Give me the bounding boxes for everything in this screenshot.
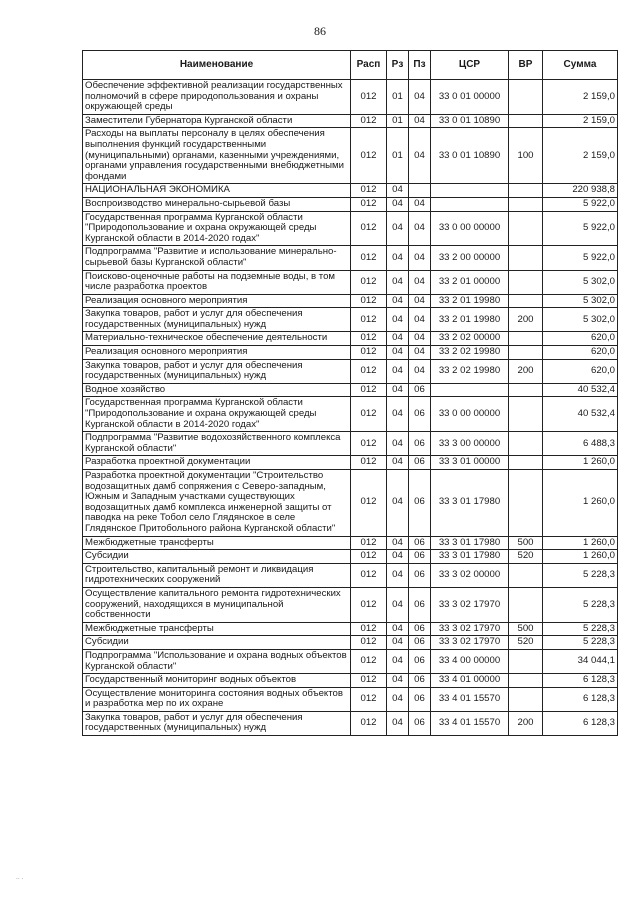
cell-sum: 5 228,3 [543, 636, 618, 650]
cell-pz: 04 [409, 294, 431, 308]
cell-vr [509, 246, 543, 270]
cell-pz: 06 [409, 397, 431, 432]
cell-name: Подпрограмма "Использование и охрана водных объектов Курганской области" [83, 649, 351, 673]
cell-pz: 04 [409, 197, 431, 211]
cell-rz: 04 [387, 308, 409, 332]
table-row [83, 346, 618, 360]
cell-rz: 04 [387, 470, 409, 537]
cell-csr: 33 3 00 00000 [431, 432, 509, 456]
cell-rasp: 012 [351, 197, 387, 211]
cell-rasp: 012 [351, 536, 387, 550]
cell-name: Государственный мониторинг водных объектов [83, 674, 351, 688]
cell-csr [431, 197, 509, 211]
cell-rz: 04 [387, 432, 409, 456]
cell-pz: 06 [409, 711, 431, 735]
cell-pz: 04 [409, 246, 431, 270]
cell-pz: 04 [409, 332, 431, 346]
cell-vr [509, 294, 543, 308]
cell-name: Закупка товаров, работ и услуг для обеспечения государственных (муниципальных) нужд [83, 308, 351, 332]
cell-csr: 33 3 01 17980 [431, 470, 509, 537]
cell-rasp: 012 [351, 308, 387, 332]
cell-rz: 04 [387, 359, 409, 383]
header-rz: Рз [387, 51, 409, 80]
cell-name: Разработка проектной документации [83, 456, 351, 470]
cell-name: Межбюджетные трансферты [83, 536, 351, 550]
cell-pz: 06 [409, 587, 431, 622]
table-row [83, 432, 618, 456]
cell-csr: 33 3 01 17980 [431, 536, 509, 550]
cell-sum: 620,0 [543, 332, 618, 346]
table-row [83, 246, 618, 270]
cell-vr: 200 [509, 359, 543, 383]
cell-csr: 33 2 02 19980 [431, 359, 509, 383]
cell-vr [509, 687, 543, 711]
cell-sum: 6 488,3 [543, 432, 618, 456]
cell-name: Реализация основного мероприятия [83, 294, 351, 308]
cell-pz: 04 [409, 359, 431, 383]
cell-csr: 33 2 02 00000 [431, 332, 509, 346]
cell-csr: 33 2 01 19980 [431, 308, 509, 332]
cell-rz: 04 [387, 184, 409, 198]
cell-name: Обеспечение эффективной реализации государственных полномочий в сфере природопользования и охраны окружающей среды [83, 80, 351, 115]
cell-pz: 06 [409, 383, 431, 397]
cell-sum: 1 260,0 [543, 550, 618, 564]
cell-sum: 2 159,0 [543, 114, 618, 128]
cell-rz: 04 [387, 636, 409, 650]
cell-csr: 33 4 01 15570 [431, 711, 509, 735]
cell-csr: 33 3 02 17970 [431, 622, 509, 636]
cell-sum: 5 228,3 [543, 587, 618, 622]
cell-vr: 100 [509, 128, 543, 184]
cell-pz: 06 [409, 432, 431, 456]
cell-rasp: 012 [351, 359, 387, 383]
cell-vr [509, 674, 543, 688]
cell-csr: 33 3 01 00000 [431, 456, 509, 470]
cell-rasp: 012 [351, 114, 387, 128]
cell-pz: 04 [409, 270, 431, 294]
cell-rasp: 012 [351, 622, 387, 636]
cell-csr: 33 0 00 00000 [431, 211, 509, 246]
cell-name: Воспроизводство минерально-сырьевой базы [83, 197, 351, 211]
cell-csr [431, 383, 509, 397]
cell-csr: 33 2 01 19980 [431, 294, 509, 308]
header-pz: Пз [409, 51, 431, 80]
cell-vr [509, 563, 543, 587]
cell-sum: 1 260,0 [543, 470, 618, 537]
table-row [83, 128, 618, 184]
cell-rz: 04 [387, 687, 409, 711]
cell-rasp: 012 [351, 346, 387, 360]
cell-sum: 1 260,0 [543, 536, 618, 550]
header-vr: ВР [509, 51, 543, 80]
cell-csr: 33 4 01 15570 [431, 687, 509, 711]
table-row [83, 308, 618, 332]
table-row [83, 197, 618, 211]
table-row [83, 587, 618, 622]
cell-pz: 06 [409, 456, 431, 470]
margin-mark: ·· · [16, 876, 24, 883]
cell-pz: 06 [409, 622, 431, 636]
cell-pz: 06 [409, 470, 431, 537]
cell-rasp: 012 [351, 636, 387, 650]
cell-sum: 5 922,0 [543, 246, 618, 270]
cell-rasp: 012 [351, 128, 387, 184]
cell-name: Подпрограмма "Развитие водохозяйственного комплекса Курганской области" [83, 432, 351, 456]
cell-name: Заместители Губернатора Курганской области [83, 114, 351, 128]
table-body [83, 80, 618, 736]
cell-rasp: 012 [351, 383, 387, 397]
cell-vr [509, 332, 543, 346]
cell-name: НАЦИОНАЛЬНАЯ ЭКОНОМИКА [83, 184, 351, 198]
cell-pz: 06 [409, 674, 431, 688]
cell-sum: 2 159,0 [543, 128, 618, 184]
cell-rz: 04 [387, 294, 409, 308]
table-row [83, 456, 618, 470]
budget-table [82, 50, 618, 736]
cell-rz: 04 [387, 383, 409, 397]
cell-rasp: 012 [351, 211, 387, 246]
cell-rz: 04 [387, 211, 409, 246]
cell-vr: 520 [509, 550, 543, 564]
table-row [83, 687, 618, 711]
cell-vr: 200 [509, 308, 543, 332]
cell-csr: 33 2 01 00000 [431, 270, 509, 294]
cell-sum: 6 128,3 [543, 674, 618, 688]
cell-sum: 5 922,0 [543, 197, 618, 211]
cell-sum: 6 128,3 [543, 687, 618, 711]
cell-vr: 500 [509, 622, 543, 636]
cell-rasp: 012 [351, 270, 387, 294]
cell-name: Межбюджетные трансферты [83, 622, 351, 636]
cell-sum: 34 044,1 [543, 649, 618, 673]
cell-name: Осуществление капитального ремонта гидротехнических сооружений, находящихся в муниципальной собственности [83, 587, 351, 622]
cell-rz: 04 [387, 197, 409, 211]
cell-csr: 33 0 01 10890 [431, 114, 509, 128]
cell-rasp: 012 [351, 649, 387, 673]
cell-rasp: 012 [351, 550, 387, 564]
cell-pz: 04 [409, 114, 431, 128]
cell-sum: 5 922,0 [543, 211, 618, 246]
table-row [83, 636, 618, 650]
cell-vr: 520 [509, 636, 543, 650]
cell-rz: 04 [387, 550, 409, 564]
table-row [83, 359, 618, 383]
cell-rz: 04 [387, 456, 409, 470]
cell-csr: 33 2 00 00000 [431, 246, 509, 270]
cell-name: Государственная программа Курганской области "Природопользование и охрана окружающей среды Курганской области в 2014-2020 годах" [83, 211, 351, 246]
cell-name: Строительство, капитальный ремонт и ликвидация гидротехнических сооружений [83, 563, 351, 587]
cell-rasp: 012 [351, 687, 387, 711]
cell-pz: 06 [409, 649, 431, 673]
table-row [83, 80, 618, 115]
cell-pz [409, 184, 431, 198]
cell-rz: 04 [387, 622, 409, 636]
cell-vr [509, 270, 543, 294]
cell-name: Материально-техническое обеспечение деятельности [83, 332, 351, 346]
cell-csr: 33 0 00 00000 [431, 397, 509, 432]
cell-vr [509, 211, 543, 246]
cell-rz: 04 [387, 587, 409, 622]
cell-csr: 33 3 02 17970 [431, 636, 509, 650]
cell-sum: 220 938,8 [543, 184, 618, 198]
table-row [83, 550, 618, 564]
table-row [83, 711, 618, 735]
cell-sum: 5 302,0 [543, 308, 618, 332]
cell-rasp: 012 [351, 674, 387, 688]
cell-csr: 33 0 01 00000 [431, 80, 509, 115]
cell-vr [509, 470, 543, 537]
cell-vr: 500 [509, 536, 543, 550]
cell-name: Подпрограмма "Развитие и использование минерально-сырьевой базы Курганской области" [83, 246, 351, 270]
cell-rasp: 012 [351, 711, 387, 735]
cell-sum: 2 159,0 [543, 80, 618, 115]
cell-vr [509, 197, 543, 211]
table-row [83, 294, 618, 308]
cell-name: Водное хозяйство [83, 383, 351, 397]
table-header-row [83, 51, 618, 80]
cell-rz: 04 [387, 397, 409, 432]
cell-vr [509, 383, 543, 397]
table-row [83, 622, 618, 636]
cell-csr [431, 184, 509, 198]
cell-rz: 04 [387, 563, 409, 587]
header-csr: ЦСР [431, 51, 509, 80]
cell-rasp: 012 [351, 184, 387, 198]
cell-rasp: 012 [351, 294, 387, 308]
cell-name: Закупка товаров, работ и услуг для обеспечения государственных (муниципальных) нужд [83, 359, 351, 383]
cell-vr [509, 397, 543, 432]
cell-rz: 04 [387, 536, 409, 550]
cell-rasp: 012 [351, 432, 387, 456]
cell-csr: 33 4 01 00000 [431, 674, 509, 688]
cell-name: Осуществление мониторинга состояния водных объектов и разработка мер по их охране [83, 687, 351, 711]
cell-name: Субсидии [83, 550, 351, 564]
cell-name: Поисково-оценочные работы на подземные воды, в том числе разработка проектов [83, 270, 351, 294]
page-number: 86 [314, 24, 326, 38]
cell-csr: 33 0 01 10890 [431, 128, 509, 184]
table-row [83, 211, 618, 246]
cell-rasp: 012 [351, 456, 387, 470]
header-rasp: Расп [351, 51, 387, 80]
cell-pz: 06 [409, 536, 431, 550]
cell-rasp: 012 [351, 397, 387, 432]
cell-rz: 04 [387, 270, 409, 294]
table-row [83, 397, 618, 432]
cell-name: Закупка товаров, работ и услуг для обеспечения государственных (муниципальных) нужд [83, 711, 351, 735]
cell-rz: 04 [387, 649, 409, 673]
cell-rz: 04 [387, 346, 409, 360]
cell-sum: 620,0 [543, 359, 618, 383]
cell-csr: 33 3 02 17970 [431, 587, 509, 622]
cell-sum: 5 228,3 [543, 563, 618, 587]
cell-sum: 5 302,0 [543, 270, 618, 294]
cell-rz: 04 [387, 332, 409, 346]
table-row [83, 184, 618, 198]
cell-sum: 1 260,0 [543, 456, 618, 470]
cell-rz: 04 [387, 674, 409, 688]
cell-pz: 06 [409, 563, 431, 587]
cell-vr: 200 [509, 711, 543, 735]
cell-pz: 04 [409, 128, 431, 184]
cell-rz: 01 [387, 128, 409, 184]
header-name: Наименование [83, 51, 351, 80]
cell-vr [509, 432, 543, 456]
cell-rasp: 012 [351, 246, 387, 270]
cell-sum: 5 302,0 [543, 294, 618, 308]
header-sum: Сумма [543, 51, 618, 80]
cell-rz: 01 [387, 114, 409, 128]
table-row [83, 114, 618, 128]
cell-pz: 04 [409, 211, 431, 246]
cell-sum: 40 532,4 [543, 397, 618, 432]
cell-rasp: 012 [351, 80, 387, 115]
cell-rasp: 012 [351, 563, 387, 587]
cell-csr: 33 3 01 17980 [431, 550, 509, 564]
cell-vr [509, 587, 543, 622]
cell-pz: 06 [409, 636, 431, 650]
table-row [83, 674, 618, 688]
table-row [83, 563, 618, 587]
table-row [83, 270, 618, 294]
cell-vr [509, 456, 543, 470]
cell-rasp: 012 [351, 587, 387, 622]
cell-rz: 04 [387, 711, 409, 735]
cell-vr [509, 649, 543, 673]
cell-name: Разработка проектной документации "Строительство водозащитных дамб сопряжения с Северо-западным, Южным и Западным участками существующих водозащитных дамб комплекса инженерной защиты от паводка на реке Тобол село Глядянское в селе Глядянское Притобольного района Курганской области" [83, 470, 351, 537]
cell-vr [509, 346, 543, 360]
cell-rasp: 012 [351, 470, 387, 537]
table-row [83, 332, 618, 346]
cell-name: Расходы на выплаты персоналу в целях обеспечения выполнения функций государственными (муниципальными) органами, казенными учреждениями, органами управления государственными внебюджетными фондами [83, 128, 351, 184]
cell-csr: 33 3 02 00000 [431, 563, 509, 587]
table-row [83, 383, 618, 397]
cell-csr: 33 4 00 00000 [431, 649, 509, 673]
table-row [83, 649, 618, 673]
cell-csr: 33 2 02 19980 [431, 346, 509, 360]
cell-name: Государственная программа Курганской области "Природопользование и охрана окружающей среды Курганской области в 2014-2020 годах" [83, 397, 351, 432]
cell-name: Субсидии [83, 636, 351, 650]
table-row [83, 536, 618, 550]
table-row [83, 470, 618, 537]
cell-vr [509, 184, 543, 198]
cell-vr [509, 114, 543, 128]
cell-pz: 06 [409, 550, 431, 564]
cell-rasp: 012 [351, 332, 387, 346]
cell-pz: 06 [409, 687, 431, 711]
cell-rz: 04 [387, 246, 409, 270]
cell-name: Реализация основного мероприятия [83, 346, 351, 360]
cell-vr [509, 80, 543, 115]
cell-pz: 04 [409, 308, 431, 332]
cell-sum: 40 532,4 [543, 383, 618, 397]
cell-pz: 04 [409, 80, 431, 115]
cell-sum: 620,0 [543, 346, 618, 360]
cell-pz: 04 [409, 346, 431, 360]
cell-rz: 01 [387, 80, 409, 115]
cell-sum: 5 228,3 [543, 622, 618, 636]
cell-sum: 6 128,3 [543, 711, 618, 735]
